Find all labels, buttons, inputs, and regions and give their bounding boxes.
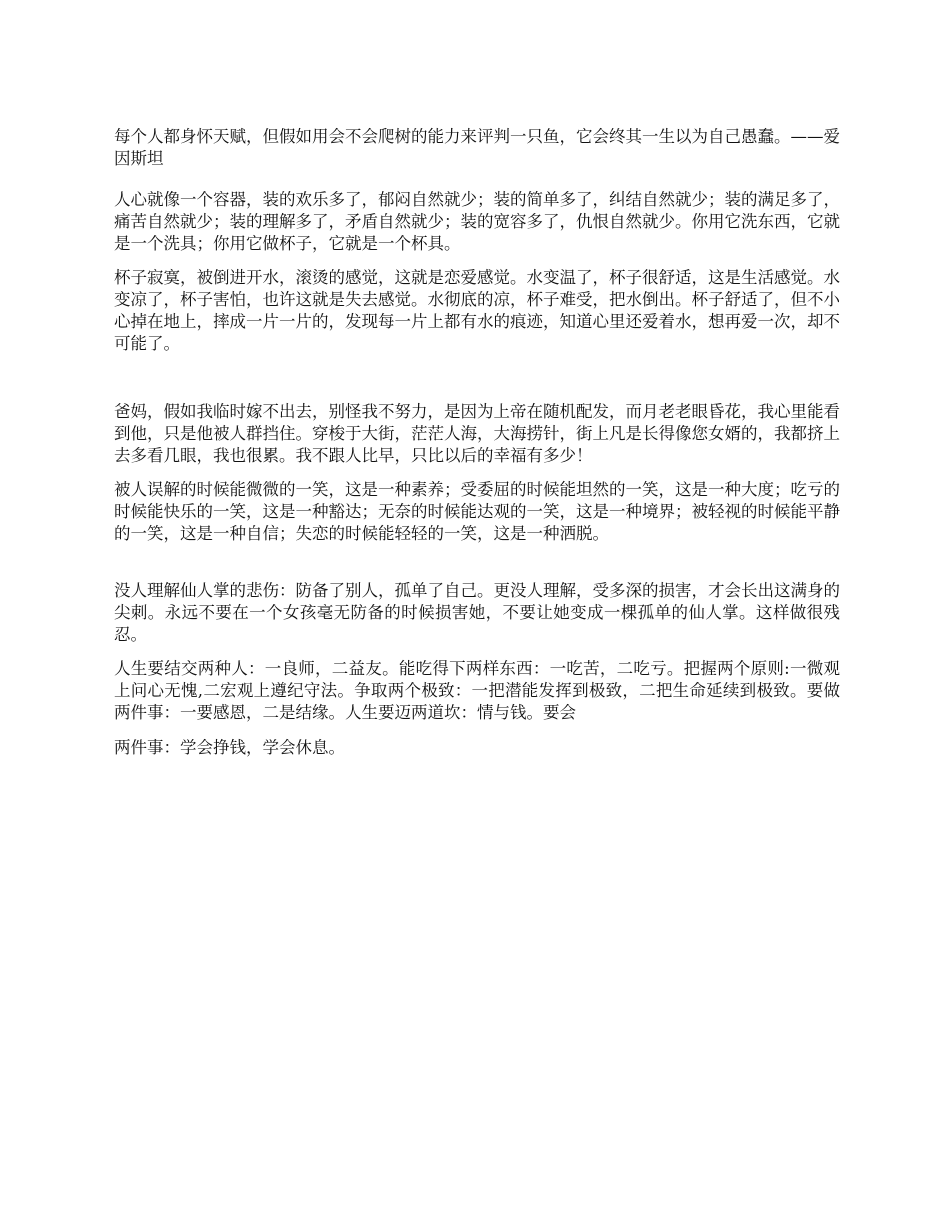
paragraph-parents-marriage: 爸妈，假如我临时嫁不出去，别怪我不努力，是因为上帝在随机配发，而月老老眼昏花，我心里能看到他，只是他被人群挡住。穿梭于大街，茫茫人海，大海捞针，街上凡是长得像您女婿的，我都挤上去多看几眼，我也很累。我不跟人比早，只比以后的幸福有多少！ bbox=[114, 402, 840, 465]
paragraph-cup-and-water: 杯子寂寞，被倒进开水，滚烫的感觉，这就是恋爱感觉。水变温了，杯子很舒适，这是生活感觉。水变凉了，杯子害怕，也许这就是失去感觉。水彻底的凉，杯子难受，把水倒出。杯子舒适了，但不小心掉在地上，摔成一片一片的，发现每一片上都有水的痕迹，知道心里还爱着水，想再爱一次，却不可能了。 bbox=[114, 268, 840, 353]
paragraph-cactus: 没人理解仙人掌的悲伤：防备了别人，孤单了自己。更没人理解，受多深的损害，才会长出这满身的尖刺。永远不要在一个女孩毫无防备的时候损害她，不要让她变成一棵孤单的仙人掌。这样做很残忍。 bbox=[114, 581, 840, 644]
paragraph-earn-and-rest: 两件事：学会挣钱，学会休息。 bbox=[114, 738, 345, 757]
paragraph-smile-virtues: 被人误解的时候能微微的一笑，这是一种素养；受委屈的时候能坦然的一笑，这是一种大度；吃亏的时候能快乐的一笑，这是一种豁达；无奈的时候能达观的一笑，这是一种境界；被轻视的时候能平静的一笑，这是一种自信；失恋的时候能轻轻的一笑，这是一种洒脱。 bbox=[114, 480, 840, 543]
paragraph-heart-container: 人心就像一个容器，装的欢乐多了，郁闷自然就少；装的简单多了，纠结自然就少；装的满足多了，痛苦自然就少；装的理解多了，矛盾自然就少；装的宽容多了，仇恨自然就少。你用它洗东西，它就是一个洗具；你用它做杯子，它就是一个杯具。 bbox=[114, 190, 840, 253]
paragraph-einstein-quote: 每个人都身怀天赋，但假如用会不会爬树的能力来评判一只鱼，它会终其一生以为自己愚蠢。——爱因斯坦 bbox=[114, 127, 840, 168]
paragraph-life-pairs: 人生要结交两种人：一良师，二益友。能吃得下两样东西：一吃苦，二吃亏。把握两个原则:一微观上问心无愧,二宏观上遵纪守法。争取两个极致：一把潜能发挥到极致，二把生命延续到极致。要做两件事：一要感恩，二是结缘。人生要迈两道坎：情与钱。要会 bbox=[114, 659, 840, 722]
